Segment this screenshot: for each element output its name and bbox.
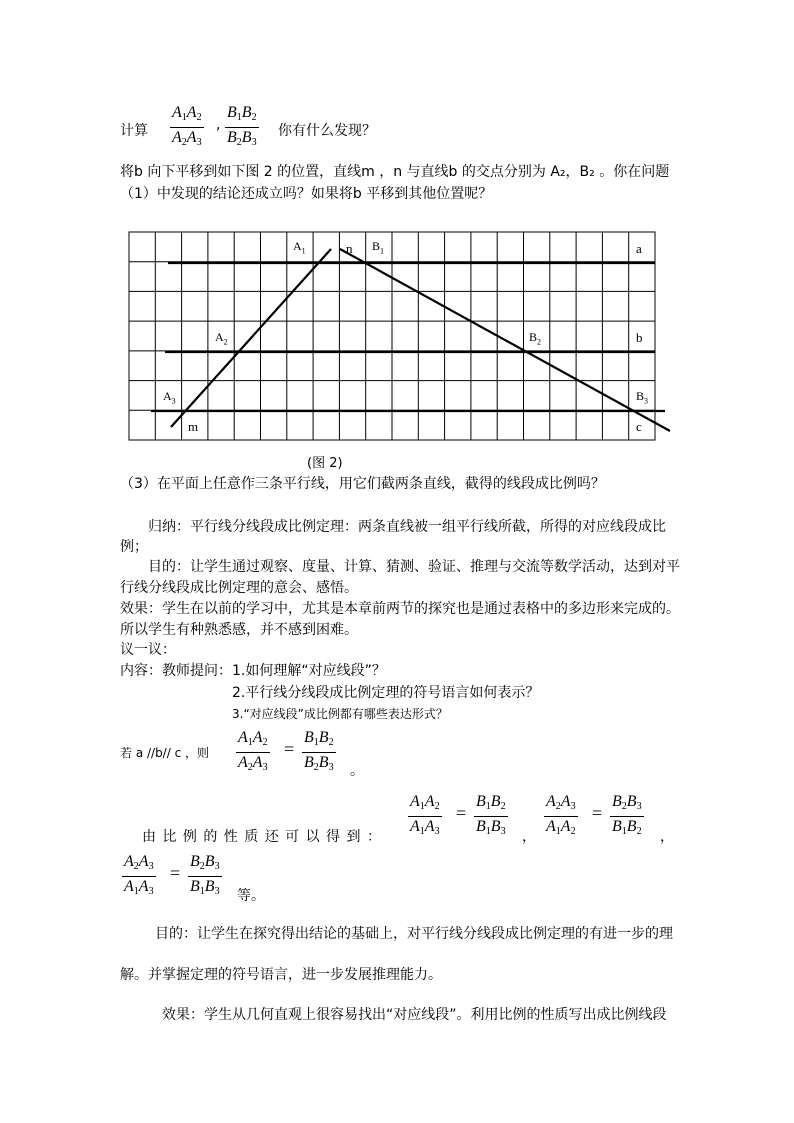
- summary-line1: 归纳：平行线分线段成比例定理：两条直线被一组平行线所截，所得的对应线段成比: [148, 519, 666, 535]
- fraction-b1b2-b1b3: $B_1B_2$ $B_1B_3$: [476, 793, 506, 837]
- line-n: [340, 249, 670, 431]
- label-c: c: [636, 419, 642, 434]
- comma: ，: [660, 829, 674, 845]
- label-A3: $A_3$: [163, 389, 176, 406]
- figure-2-grid-diagram: [0, 0, 794, 480]
- equals-sign: =: [456, 803, 467, 823]
- discuss-content-label: 内容：教师提问：: [120, 663, 232, 679]
- property-text: 由 比 例 的 性 质 还 可 以 得 到 ：: [142, 829, 382, 845]
- label-B3: $B_3$: [636, 389, 649, 406]
- discuss-title: 议一议：: [120, 642, 176, 658]
- question-3: （3）在平面上任意作三条平行线，用它们截两条直线，截得的线段成比例吗？: [120, 476, 605, 492]
- fraction-a2a3-a1a2: $A_2A_3$ $A_1A_2$: [546, 793, 576, 837]
- etc-text: 等。: [237, 888, 265, 904]
- fraction-a1a2-a2a3-theorem: $A_1A_2$ $A_2A_3$: [238, 729, 268, 773]
- line-m: [171, 249, 331, 427]
- goal2-line1: 目的：让学生在探究得出结论的基础上，对平行线分线段成比例定理的有进一步的理: [155, 926, 673, 942]
- if-text: 若 a //b// c ，则: [120, 746, 209, 760]
- goal2-line2: 解。并掌握定理的符号语言，进一步发展推理能力。: [120, 967, 442, 983]
- fraction-a2a3-a1a3: $A_2A_3$ $A_1A_3$: [124, 853, 154, 897]
- discuss-q2: 2.平行线分线段成比例定理的符号语言如何表示？: [232, 685, 540, 701]
- para1-line1: 将b 向下平移到如下图 2 的位置，直线m ，n 与直线b 的交点分别为 A₂，B₂ 。你在问题: [120, 164, 670, 180]
- label-b: b: [636, 330, 643, 345]
- label-B1: $B_1$: [372, 239, 385, 256]
- question-tail: 你有什么发现？: [278, 123, 376, 139]
- fraction-b2b3-b1b3: $B_2B_3$ $B_1B_3$: [190, 853, 220, 897]
- label-A2: $A_2$: [215, 330, 228, 347]
- summary-line2: 例；: [120, 539, 148, 555]
- fraction-a1a2-a1a3: $A_1A_2$ $A_1A_3$: [410, 793, 440, 837]
- label-n: n: [346, 241, 353, 256]
- discuss-q1: 1.如何理解“对应线段”？: [232, 663, 386, 679]
- equals-sign: =: [284, 739, 295, 759]
- equals-sign: =: [592, 803, 603, 823]
- fraction-a1a2-a2a3: $A_1A_2$ $A_2A_3$: [172, 104, 202, 148]
- goal1-line1: 目的：让学生通过观察、度量、计算、猜测、验证、推理与交流等数学活动，达到对平: [148, 559, 680, 575]
- label-A1: $A_1$: [293, 239, 306, 256]
- goal1-line2: 行线分线段成比例定理的意会、感悟。: [120, 580, 358, 596]
- figure-caption: (图 2): [307, 456, 343, 471]
- fraction-b1b2-b2b3-theorem: $B_1B_2$ $B_2B_3$: [304, 729, 334, 773]
- comma: ,: [216, 117, 221, 133]
- discuss-q3: 3.“对应线段”成比例都有哪些表达形式？: [232, 707, 448, 721]
- effect1-line2: 所以学生有种熟悉感，并不感到困难。: [120, 622, 358, 638]
- period: 。: [350, 763, 364, 779]
- equals-sign: =: [170, 863, 181, 883]
- label-B2: $B_2$: [529, 330, 542, 347]
- para1-line2: （1）中发现的结论还成立吗？如果将b 平移到其他位置呢？: [120, 186, 493, 202]
- compute-label: 计算: [120, 123, 148, 139]
- effect2-line: 效果：学生从几何直观上很容易找出“对应线段”。利用比例的性质写出成比例线段: [162, 1007, 667, 1023]
- label-m: m: [188, 419, 199, 434]
- comma: ，: [522, 829, 536, 845]
- effect1-line1: 效果：学生在以前的学习中，尤其是本章前两节的探究也是通过表格中的多边形来完成的。: [120, 601, 680, 617]
- fraction-b1b2-b2b3: $B_1B_2$ $B_2B_3$: [227, 104, 257, 148]
- fraction-b2b3-b1b2: $B_2B_3$ $B_1B_2$: [612, 793, 642, 837]
- label-a: a: [636, 241, 642, 256]
